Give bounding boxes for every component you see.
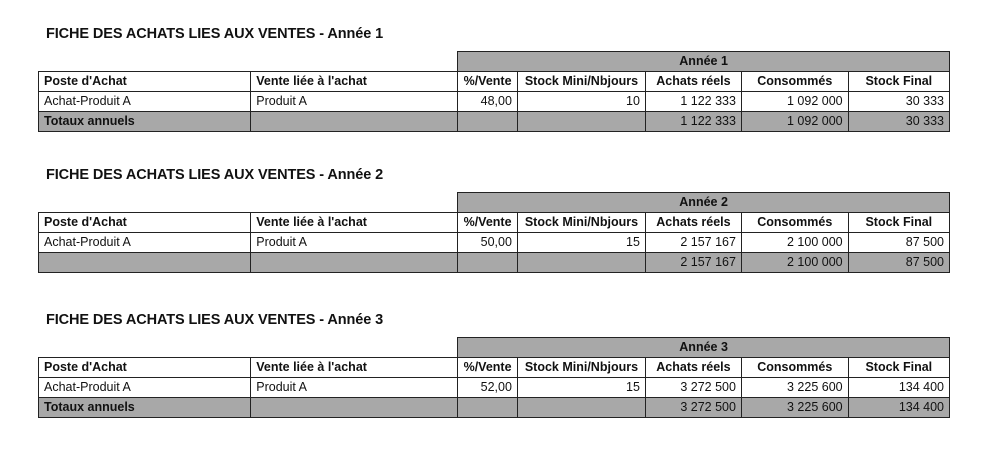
col-consommes: Consommés [741, 358, 848, 378]
col-poste-achat: Poste d'Achat [39, 213, 251, 233]
cell-stock-final: 30 333 [848, 92, 949, 112]
cell-vente: Produit A [251, 378, 458, 398]
total-empty [458, 398, 518, 418]
year-header: Année 3 [458, 338, 950, 358]
table-row [39, 233, 950, 253]
year-header: Année 2 [458, 193, 950, 213]
total-row [39, 112, 950, 132]
cell-vente: Produit A [251, 233, 458, 253]
total-row [39, 398, 950, 418]
col-stock-mini: Stock Mini/Nbjours [517, 72, 645, 92]
year-header-row [39, 52, 950, 72]
total-empty [517, 112, 645, 132]
section-annee-1 [38, 24, 950, 132]
cell-pct: 52,00 [458, 378, 518, 398]
cell-poste: Achat-Produit A [39, 378, 251, 398]
year-header-row [39, 193, 950, 213]
table-row [39, 92, 950, 112]
total-consommes: 2 100 000 [741, 253, 848, 273]
column-header-row [39, 213, 950, 233]
total-empty [251, 398, 458, 418]
col-consommes: Consommés [741, 72, 848, 92]
blank-cell [39, 52, 458, 72]
col-stock-final: Stock Final [848, 358, 949, 378]
total-empty [458, 112, 518, 132]
cell-stock-mini: 10 [517, 92, 645, 112]
cell-poste: Achat-Produit A [39, 233, 251, 253]
cell-stock-final: 134 400 [848, 378, 949, 398]
cell-achats: 2 157 167 [645, 233, 741, 253]
cell-consommes: 3 225 600 [741, 378, 848, 398]
year-header-row [39, 338, 950, 358]
col-stock-mini: Stock Mini/Nbjours [517, 358, 645, 378]
total-consommes: 3 225 600 [741, 398, 848, 418]
cell-consommes: 2 100 000 [741, 233, 848, 253]
total-empty [251, 112, 458, 132]
col-vente-liee: Vente liée à l'achat [251, 213, 458, 233]
total-stock-final: 134 400 [848, 398, 949, 418]
col-pct-vente: %/Vente [458, 213, 518, 233]
year-header: Année 1 [458, 52, 950, 72]
achats-table [38, 192, 950, 273]
col-vente-liee: Vente liée à l'achat [251, 72, 458, 92]
total-label [39, 253, 251, 273]
achats-table [38, 337, 950, 418]
col-achats-reels: Achats réels [645, 213, 741, 233]
total-empty [517, 398, 645, 418]
total-stock-final: 87 500 [848, 253, 949, 273]
col-stock-final: Stock Final [848, 213, 949, 233]
col-pct-vente: %/Vente [458, 72, 518, 92]
col-vente-liee: Vente liée à l'achat [251, 358, 458, 378]
col-poste-achat: Poste d'Achat [39, 72, 251, 92]
section-annee-2 [38, 165, 950, 273]
cell-stock-mini: 15 [517, 233, 645, 253]
column-header-row [39, 358, 950, 378]
cell-consommes: 1 092 000 [741, 92, 848, 112]
cell-poste: Achat-Produit A [39, 92, 251, 112]
total-consommes: 1 092 000 [741, 112, 848, 132]
total-stock-final: 30 333 [848, 112, 949, 132]
total-label: Totaux annuels [39, 398, 251, 418]
total-achats: 2 157 167 [645, 253, 741, 273]
col-achats-reels: Achats réels [645, 358, 741, 378]
total-achats: 1 122 333 [645, 112, 741, 132]
cell-achats: 3 272 500 [645, 378, 741, 398]
section-annee-3 [38, 310, 950, 418]
col-consommes: Consommés [741, 213, 848, 233]
cell-pct: 48,00 [458, 92, 518, 112]
total-achats: 3 272 500 [645, 398, 741, 418]
cell-achats: 1 122 333 [645, 92, 741, 112]
cell-stock-final: 87 500 [848, 233, 949, 253]
col-achats-reels: Achats réels [645, 72, 741, 92]
cell-vente: Produit A [251, 92, 458, 112]
table-row [39, 378, 950, 398]
cell-pct: 50,00 [458, 233, 518, 253]
total-row [39, 253, 950, 273]
col-pct-vente: %/Vente [458, 358, 518, 378]
total-empty [251, 253, 458, 273]
achats-table [38, 51, 950, 132]
total-label: Totaux annuels [39, 112, 251, 132]
col-poste-achat: Poste d'Achat [39, 358, 251, 378]
cell-stock-mini: 15 [517, 378, 645, 398]
column-header-row [39, 72, 950, 92]
blank-cell [39, 338, 458, 358]
section-title: FICHE DES ACHATS LIES AUX VENTES - Année 1 [46, 26, 384, 42]
blank-cell [39, 193, 458, 213]
total-empty [458, 253, 518, 273]
section-title: FICHE DES ACHATS LIES AUX VENTES - Année 2 [46, 167, 384, 183]
col-stock-final: Stock Final [848, 72, 949, 92]
total-empty [517, 253, 645, 273]
col-stock-mini: Stock Mini/Nbjours [517, 213, 645, 233]
section-title: FICHE DES ACHATS LIES AUX VENTES - Année 3 [46, 312, 384, 328]
